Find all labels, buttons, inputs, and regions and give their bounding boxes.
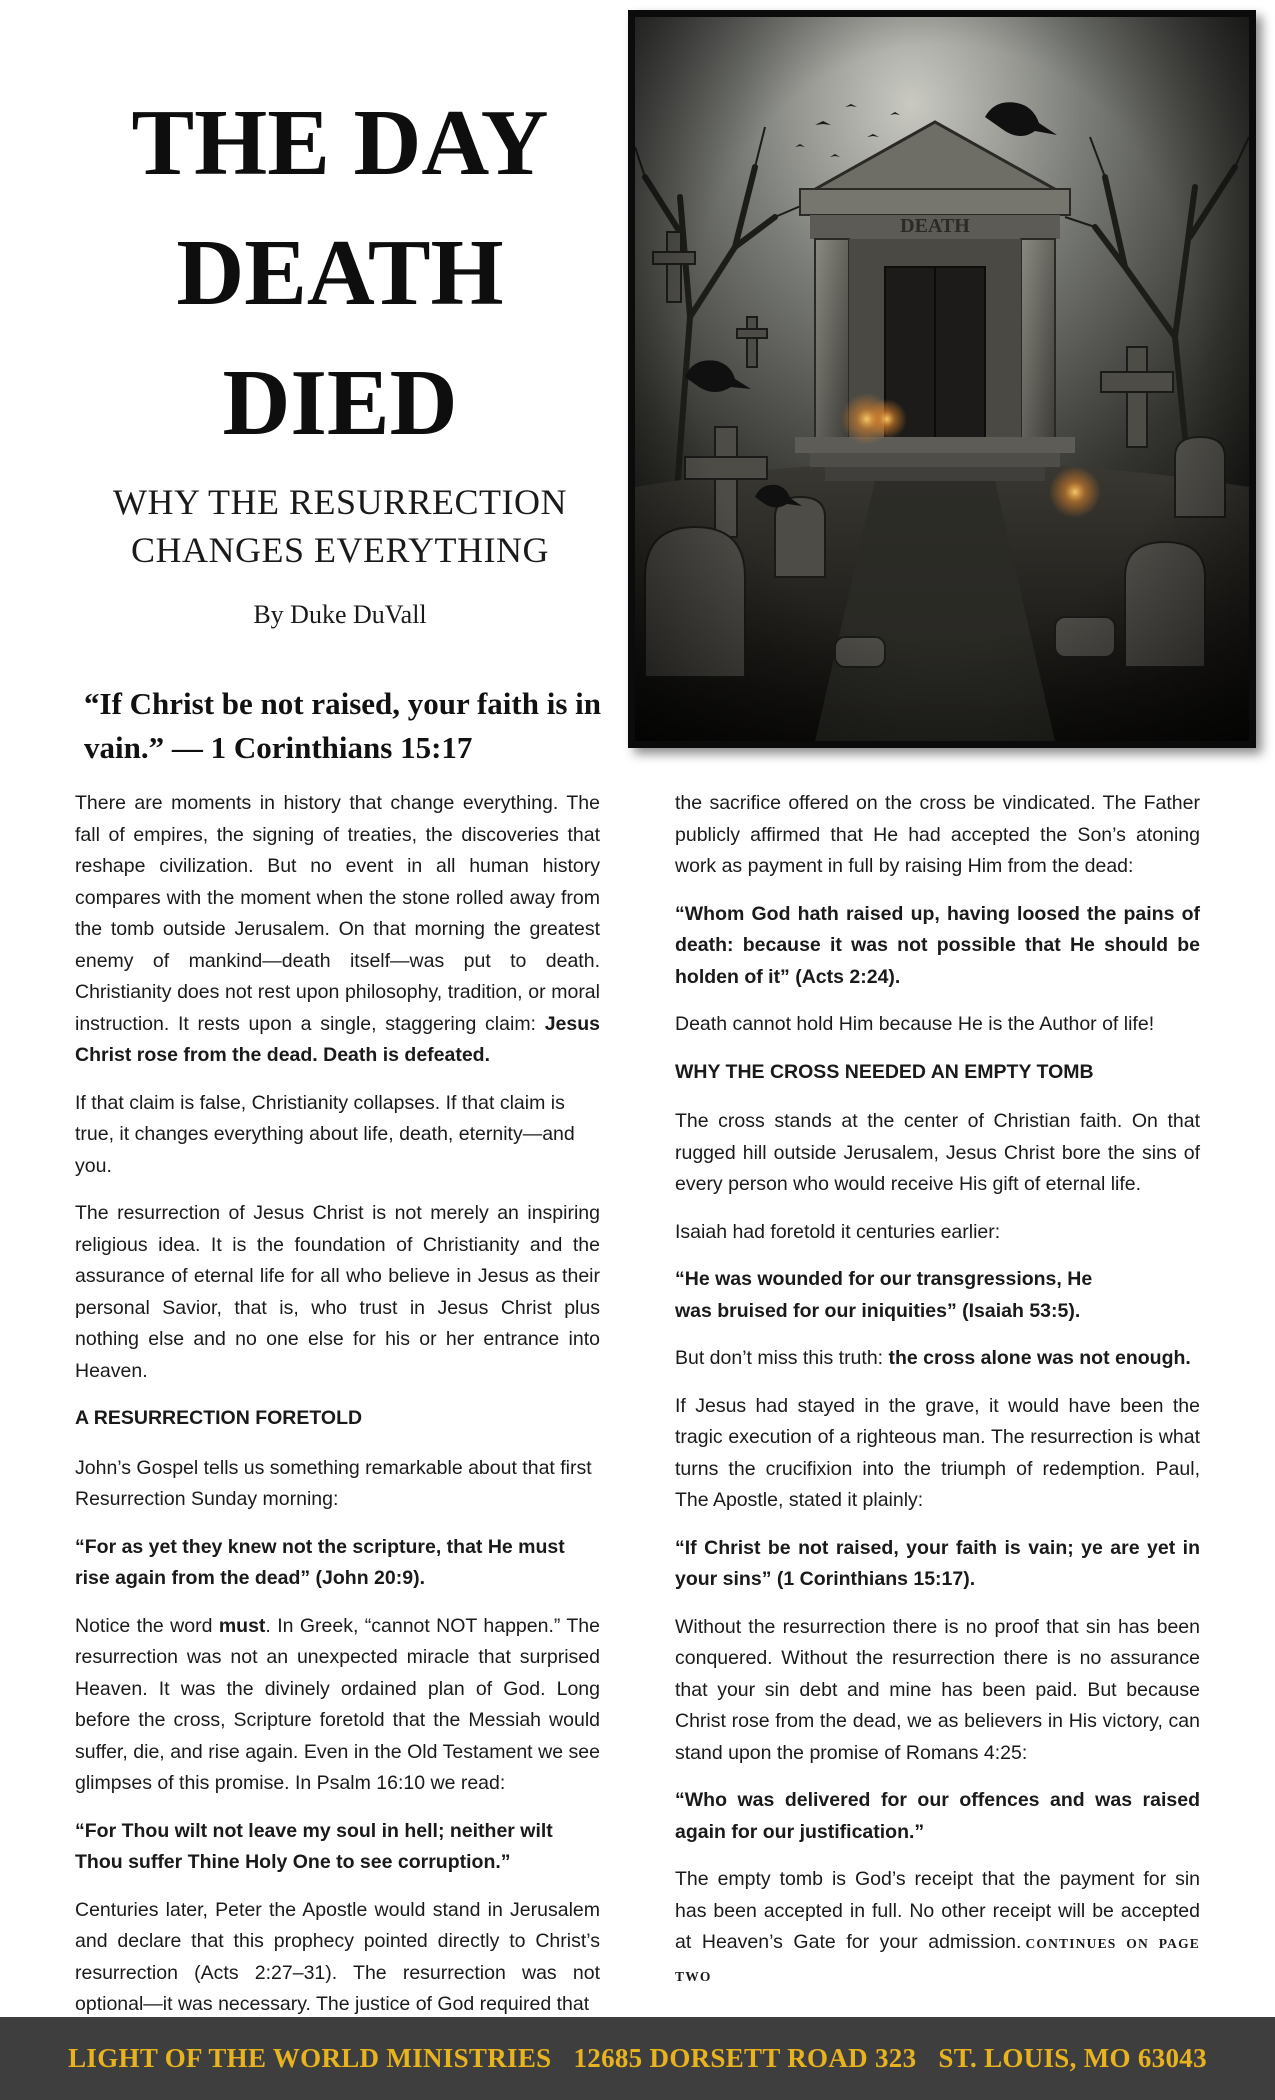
paragraph: Death cannot hold Him because He is the Author of life! [675,1013,1155,1035]
verse-line: was bruised for our iniquities” (Isaiah 53:5). [675,1299,1081,1322]
paragraph-text: There are moments in history that change everything. The fall of empires, the signing of treaties, the discoveries that reshape civilization. But no event in all human history compares with the moment when the stone rolled away from the tomb outside Jerusalem. On that morning the greatest enemy of mankind—death itself—was put to death. Christianity does not rest upon philosophy, tradition, or moral instruction. It rests upon a single, staggering claim: [75,792,600,1035]
key-quote: “If Christ be not raised, your faith is in vain.” — 1 Corinthians 15:17 [84,686,601,765]
paragraph-text: Notice the word [75,1614,213,1637]
paragraph [675,1864,1200,1992]
paragraph [75,788,600,1072]
paragraph: The resurrection of Jesus Christ is not merely an inspiring religious idea. It is the foundation of Christianity and the assurance of eternal life for all who believe in Jesus as their personal Savior, that is, who trust in Jesus Christ plus nothing else and no one else for his or her entrance into Heaven. [75,1202,600,1382]
bold-claim: the cross alone was not enough. [888,1347,1191,1369]
title-line-1: THE DAY [131,91,549,195]
paragraph: Centuries later, Peter the Apostle would stand in Jerusalem and declare that this prophecy pointed directly to Christ’s resurrection (Acts 2:27–31). The resurrection was not optional—it was necessary. The justice of God required that [75,1898,600,2015]
bold-word: must [218,1614,266,1637]
footer-text [0,2043,1275,2074]
continues-note: CONTINUES ON PAGE TWO [675,1936,1200,1984]
street-address: 12685 DORSETT ROAD 323 [573,2043,917,2073]
paragraph-text: . In Greek, “cannot NOT happen.” The resurrection was not an unexpected miracle that surprised Heaven. It was the divinely ordained plan of God. Long before the cross, Scripture foretold that the Messiah would suffer, die, and rise again. Even in the Old Testament we see glimpses of this promise. In Psalm 16:10 we read: [75,1614,600,1794]
page-title [60,78,620,468]
paragraph [675,1343,1200,1375]
paragraph: If Jesus had stayed in the grave, it would have been the tragic execution of a righteous man. The resurrection is what turns the crucifixion into the triumph of redemption. Paul, The Apostle, stated it plainly: [675,1394,1200,1511]
city-state-zip: ST. LOUIS, MO 63043 [938,2043,1207,2073]
section-heading: A RESURRECTION FORETOLD [75,1407,363,1429]
title-line-3: DIED [222,351,458,455]
subtitle-line-1: WHY THE RESURRECTION [113,482,567,522]
scripture-quote: “Whom God hath raised up, having loosed the pains of death: because it was not possible that He should be holden of it” (Acts 2:24). [675,902,1200,988]
scripture-quote: “Who was delivered for our offences and was raised again for our justification.” [675,1789,1200,1843]
paragraph [75,1611,600,1800]
paragraph: Without the resurrection there is no proof that sin has been conquered. Without the resurrection there is no assurance that your sin debt and mine has been paid. But because Christ rose from the dead, we as believers in His victory, can stand upon the promise of Romans 4:25: [675,1615,1200,1764]
scripture-quote [675,1264,1200,1327]
title-line-2: DEATH [176,221,504,325]
paragraph: the sacrifice offered on the cross be vindicated. The Father publicly affirmed that He had accepted the Son’s atoning work as payment in full by raising Him from the dead: [675,792,1200,877]
scripture-quote: “For Thou wilt not leave my soul in hell; neither wilt Thou suffer Thine Holy One to see corruption.” [75,1819,553,1873]
right-column [675,788,1200,2008]
subtitle-line-2: CHANGES EVERYTHING [131,530,549,570]
paragraph: John’s Gospel tells us something remarkable about that first Resurrection Sunday morning: [75,1456,592,1510]
cover-illustration [628,10,1256,748]
byline: By Duke DuVall [253,600,427,629]
mausoleum-graveyard-image [635,17,1249,741]
left-column [75,788,600,2037]
ministry-name: LIGHT OF THE WORLD MINISTRIES [68,2043,552,2073]
footer-bar [0,2017,1275,2100]
paragraph: If that claim is false, Christianity collapses. If that claim is true, it changes everything about life, death, eternity—and you. [75,1091,575,1177]
paragraph-text: But don’t miss this truth: [675,1347,884,1369]
paragraph: The cross stands at the center of Christian faith. On that rugged hill outside Jerusalem, Jesus Christ bore the sins of every person who would receive His gift of eternal life. [675,1110,1200,1195]
paragraph-text: The empty tomb is God’s receipt that the payment for sin has been accepted in full. No other receipt will be accepted at Heaven’s Gate for your admission. [675,1868,1200,1953]
verse-line: “He was wounded for our transgressions, He [675,1268,1093,1290]
scripture-quote: “If Christ be not raised, your faith is vain; ye are yet in your sins” (1 Corinthians 15:17). [675,1536,1200,1590]
scripture-quote: “For as yet they knew not the scripture, that He must rise again from the dead” (John 20:9). [75,1535,565,1589]
bold-claim: Jesus Christ rose from the dead. Death is defeated. [75,1012,600,1066]
section-heading: WHY THE CROSS NEEDED AN EMPTY TOMB [675,1060,1094,1083]
paragraph: Isaiah had foretold it centuries earlier: [675,1220,1001,1243]
subtitle [60,478,620,574]
